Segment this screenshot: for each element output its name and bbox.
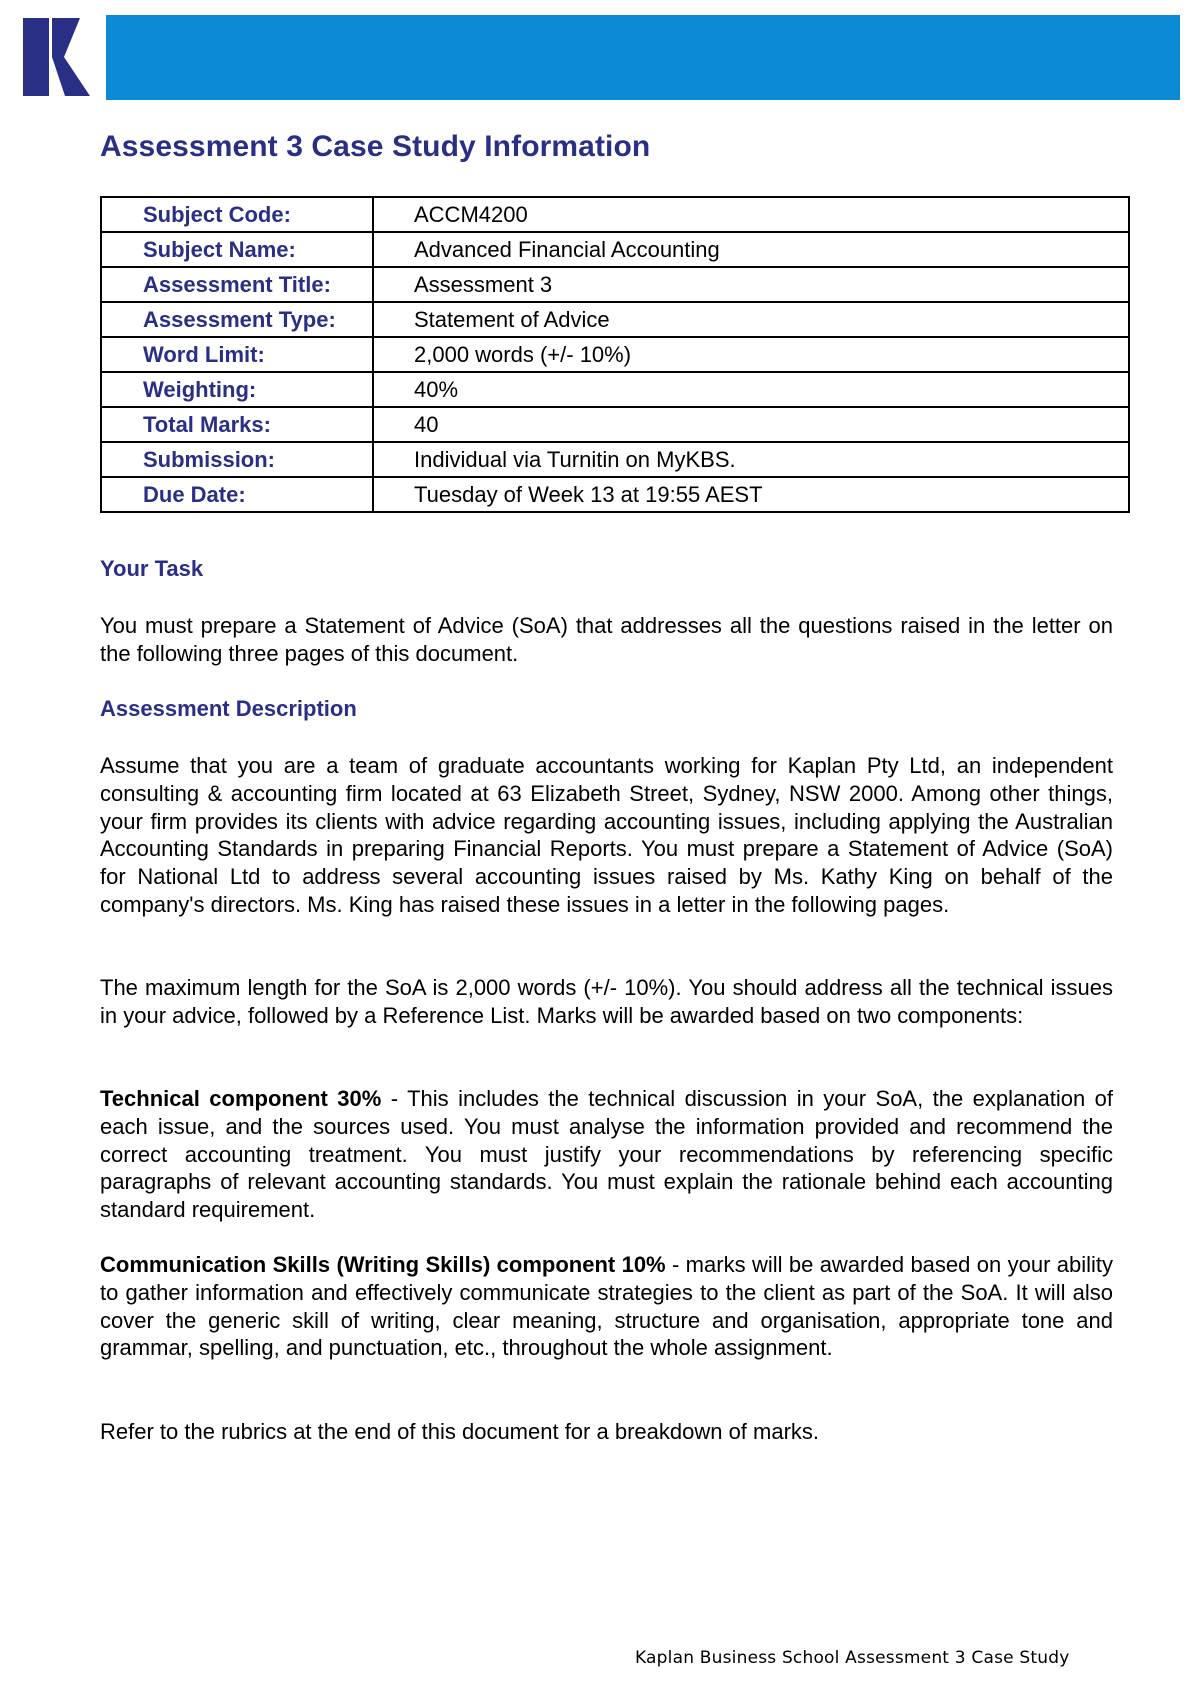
row-value: 2,000 words (+/- 10%) bbox=[373, 337, 1129, 372]
kaplan-k-logo-icon bbox=[20, 15, 105, 100]
rubrics-note: Refer to the rubrics at the end of this document for a breakdown of marks. bbox=[100, 1419, 820, 1444]
table-row bbox=[101, 267, 1129, 302]
page-title: Assessment 3 Case Study Information bbox=[100, 130, 651, 163]
row-label: Submission: bbox=[101, 442, 373, 477]
row-value: 40 bbox=[373, 407, 1129, 442]
table-row bbox=[101, 442, 1129, 477]
communication-component-title: Communication Skills (Writing Skills) component 10% bbox=[100, 1252, 666, 1277]
technical-component-title: Technical component 30% bbox=[100, 1086, 382, 1111]
technical-component-paragraph bbox=[100, 1085, 1113, 1224]
table-row bbox=[101, 337, 1129, 372]
row-value: Statement of Advice bbox=[373, 302, 1129, 337]
assessment-description-heading: Assessment Description bbox=[100, 696, 357, 721]
row-value: Individual via Turnitin on MyKBS. bbox=[373, 442, 1129, 477]
table-row bbox=[101, 372, 1129, 407]
description-paragraph-1: Assume that you are a team of graduate accountants working for Kaplan Pty Ltd, an independent consulting & accounting firm located at 63 Elizabeth Street, Sydney, NSW 2000. Among other things, your firm provides its clients with advice regarding accounting issues, including applying the Australian Accounting Standards in preparing Financial Reports. You must prepare a Statement of Advice (SoA) for National Ltd to address several accounting issues raised by Ms. Kathy King on behalf of the company's directors. Ms. King has raised these issues in a letter in the following pages. bbox=[100, 753, 1113, 917]
your-task-heading: Your Task bbox=[100, 556, 204, 581]
communication-component-text: - marks will be awarded based on your ability to gather information and effectively communicate strategies to the client as part of the SoA. It will also cover the generic skill of writing, clear meaning, structure and organisation, appropriate tone and grammar, spelling, and punctuation, etc., throughout the whole assignment. bbox=[100, 1252, 1114, 1361]
subject-info-table bbox=[100, 196, 1130, 513]
your-task-text: You must prepare a Statement of Advice (SoA) that addresses all the questions raised in the letter on the following three pages of this document. bbox=[100, 613, 1113, 666]
table-row bbox=[101, 232, 1129, 267]
row-value: 40% bbox=[373, 372, 1129, 407]
row-value: Advanced Financial Accounting bbox=[373, 232, 1129, 267]
header-bar bbox=[106, 15, 1180, 100]
table-row bbox=[101, 407, 1129, 442]
row-label: Word Limit: bbox=[101, 337, 373, 372]
row-value: Tuesday of Week 13 at 19:55 AEST bbox=[373, 477, 1129, 512]
row-label: Subject Name: bbox=[101, 232, 373, 267]
row-value: ACCM4200 bbox=[373, 197, 1129, 232]
row-label: Assessment Title: bbox=[101, 267, 373, 302]
row-value: Assessment 3 bbox=[373, 267, 1129, 302]
technical-component-text: - This includes the technical discussion in your SoA, the explanation of each issue, and the sources used. You must analyse the information provided and recommend the correct accounting treatment. You must justify your recommendations by referencing specific paragraphs of relevant accounting standards. You must explain the rationale behind each accounting standard requirement. bbox=[100, 1086, 1114, 1223]
row-label: Total Marks: bbox=[101, 407, 373, 442]
table-row bbox=[101, 302, 1129, 337]
description-paragraph-2: The maximum length for the SoA is 2,000 words (+/- 10%). You should address all the technical issues in your advice, followed by a Reference List. Marks will be awarded based on two components: bbox=[100, 975, 1113, 1028]
table-row bbox=[101, 197, 1129, 232]
row-label: Due Date: bbox=[101, 477, 373, 512]
row-label: Subject Code: bbox=[101, 197, 373, 232]
row-label: Assessment Type: bbox=[101, 302, 373, 337]
row-label: Weighting: bbox=[101, 372, 373, 407]
page-footer: Kaplan Business School Assessment 3 Case Study bbox=[635, 1648, 1070, 1668]
communication-component-paragraph bbox=[100, 1251, 1113, 1362]
table-row bbox=[101, 477, 1129, 512]
